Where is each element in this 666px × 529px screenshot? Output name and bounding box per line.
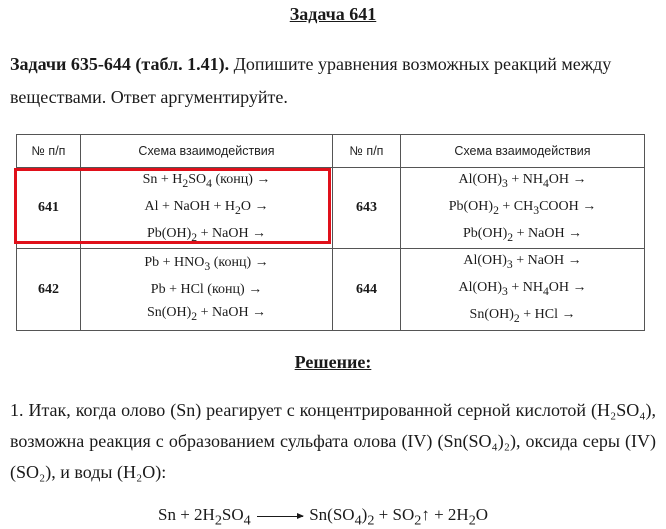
equations-right bbox=[401, 249, 645, 330]
header-num-left: № п/п bbox=[17, 135, 81, 168]
header-scheme-left: Схема взаимодействия bbox=[81, 135, 333, 168]
intro-bold: Задачи 635-644 (табл. 1.41). bbox=[10, 54, 230, 74]
task-number-right: 643 bbox=[333, 168, 401, 249]
reaction-equation bbox=[158, 505, 488, 529]
equation-line: Al + NaOH + $H_2O$ → bbox=[144, 198, 269, 217]
equation-line: $Sn(OH)_2$ + HCl → bbox=[469, 306, 576, 325]
header-scheme-right: Схема взаимодействия bbox=[401, 135, 645, 168]
task-number-left: 641 bbox=[17, 168, 81, 249]
solution-paragraph: 1. Итак, когда олово (Sn) реагирует с концентрированной серной кислотой (H₂SO₄), возможна реакция с образованием сульфата олова (IV) (Sn(SO₄)₂), оксида серы (IV) (SO₂), и воды (H₂O): bbox=[10, 400, 656, 482]
equation-line: $Pb(OH)_2$ + NaOH → bbox=[462, 225, 583, 244]
task-intro bbox=[10, 48, 656, 114]
task-number-left: 642 bbox=[17, 249, 81, 330]
equation-line: $Sn(OH)_2$ + NaOH → bbox=[146, 305, 267, 323]
reaction-arrow-icon bbox=[257, 516, 303, 517]
equations-right bbox=[401, 168, 645, 249]
table-header-row bbox=[17, 135, 645, 168]
equation-line: $Al(OH)_3 + NH_4OH$ → bbox=[458, 172, 587, 190]
reaction-products: $Sn(SO_4)_2$ + $SO_2↑ + 2H_2O$ bbox=[309, 505, 489, 529]
reaction-reactants: $Sn + 2H_2SO_4$ bbox=[158, 505, 251, 529]
intro-text: Допишите уравнения возможных реакций между веществами. Ответ аргументируйте. bbox=[10, 54, 612, 107]
equation-line: $Pb + HNO_3$ (конц) → bbox=[144, 255, 269, 274]
task-title: Задача 641 bbox=[289, 4, 377, 24]
equation-line: $Pb(OH)_2$ + NaOH → bbox=[146, 225, 267, 244]
equation-line: $Pb(OH)_2$ + $CH_3COOH$ → bbox=[448, 198, 597, 217]
equation-line: Pb + HCl (конц) → bbox=[150, 282, 263, 298]
solution-heading: Решение: bbox=[294, 352, 372, 372]
equation-line: $Al(OH)_3 + NH_4OH$ → bbox=[458, 280, 587, 298]
equations-left bbox=[81, 249, 333, 330]
equation-line: $Sn + H_2SO_4$ (конц) → bbox=[142, 172, 271, 190]
header-num-right: № п/п bbox=[333, 135, 401, 168]
highlight-box bbox=[14, 168, 331, 244]
table-row bbox=[17, 249, 645, 330]
equation-line: $Al(OH)_3$ + NaOH → bbox=[463, 253, 582, 272]
task-number-right: 644 bbox=[333, 249, 401, 330]
